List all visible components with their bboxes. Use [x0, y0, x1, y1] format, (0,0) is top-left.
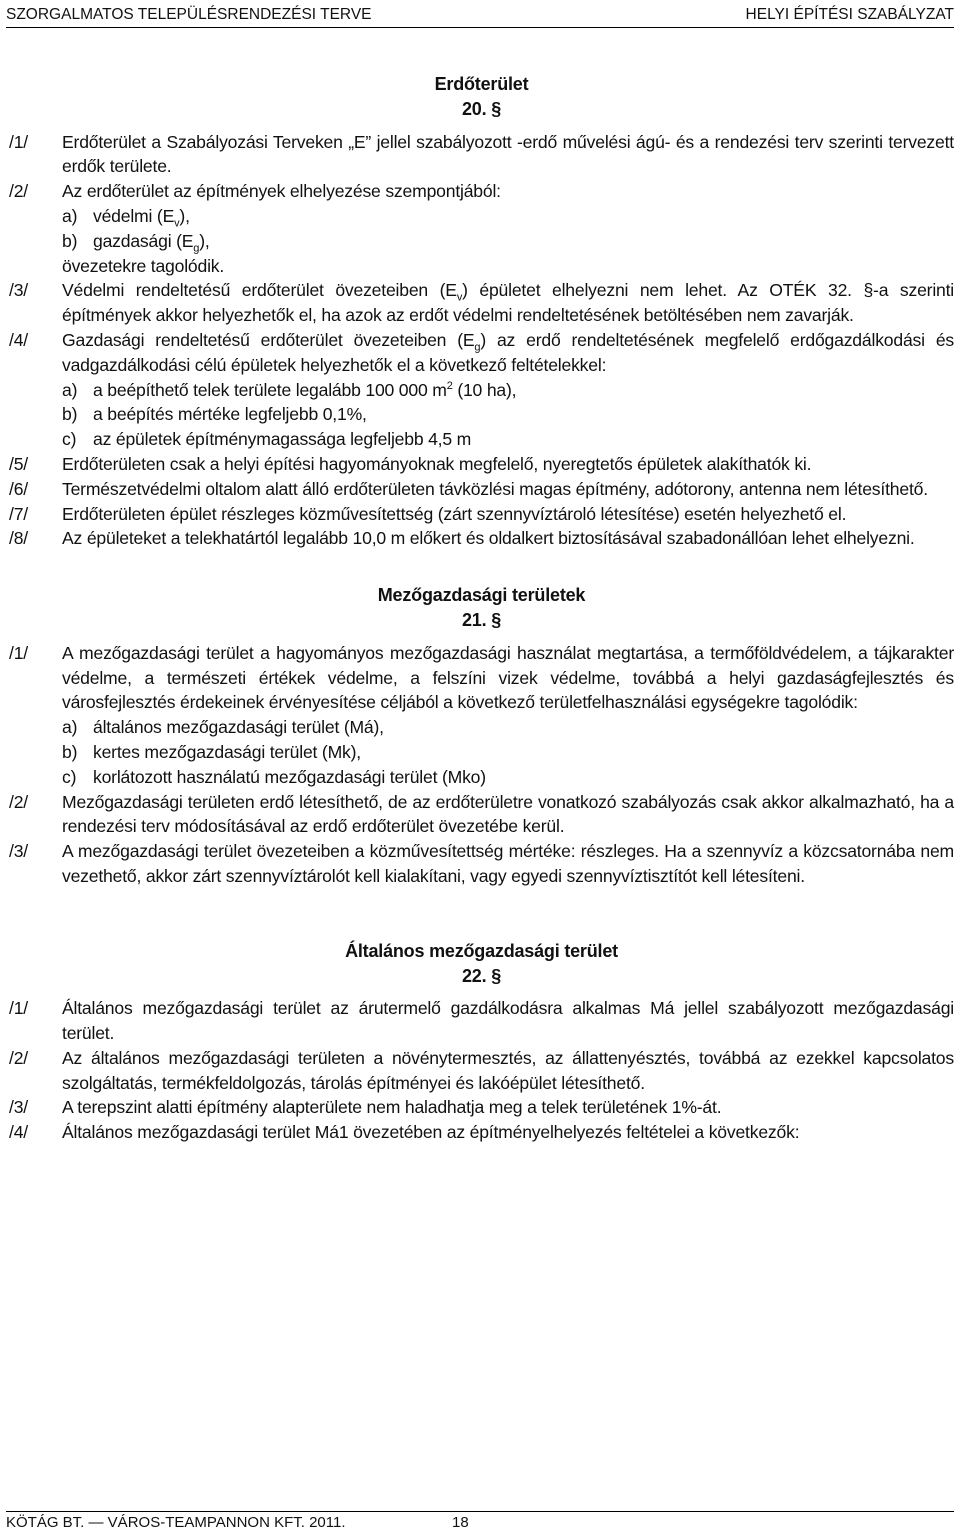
- paragraph-text: Gazdasági rendeltetésű erdőterület övezeteiben $(E_g)$ az erdő rendeltetésének megfelelő erdőgazdálkodási és vadgazdálkodási célú épületek helyezhetők el a következő feltételekkel:: [62, 329, 954, 375]
- paragraph: [9, 1095, 954, 1120]
- section-number: 21. §: [461, 609, 502, 630]
- paragraph-number: /7/: [9, 503, 28, 524]
- paragraph: [9, 328, 954, 452]
- paragraph-number: /6/: [9, 478, 28, 499]
- paragraph: [9, 1120, 954, 1145]
- paragraph-text: Általános mezőgazdasági terület Má1 övezetében az építményelhelyezés feltételei a következők:: [62, 1122, 800, 1143]
- list-item: c) korlátozott használatú mezőgazdasági terület (Mko): [62, 766, 486, 787]
- paragraph-number: /4/: [9, 1122, 28, 1143]
- paragraph: [9, 1046, 954, 1096]
- paragraph-text: Természetvédelmi oltalom alatt álló erdőterületen távközlési magas építmény, adótorony, antenna nem létesíthető.: [62, 478, 928, 499]
- paragraph-number: /1/: [9, 998, 28, 1019]
- list-item: c) az épületek építménymagassága legfeljebb 4,5 m: [62, 429, 472, 450]
- page-number: 18: [452, 1514, 469, 1531]
- section-number: 22. §: [461, 965, 502, 986]
- paragraph: [9, 790, 954, 840]
- paragraph: [9, 452, 954, 477]
- paragraph-number: /3/: [9, 841, 28, 862]
- paragraph-text: Erdőterület a Szabályozási Terveken „E” jellel szabályozott -erdő művelési ágú- és a rendezési terv szerinti tervezett erdők területe.: [62, 131, 954, 177]
- paragraph: [9, 130, 954, 180]
- document-body: [9, 72, 954, 1145]
- paragraph-text: A mezőgazdasági terület övezeteiben a közművesítettség mértéke: részleges. Ha a szennyvíz a közcsatornába nem vezethető, akkor zárt szennyvíztárolót kell kialakítani, vagy egyedi szennyvíztisztítót kell létesíteni.: [62, 841, 954, 886]
- paragraph-text: A mezőgazdasági terület a hagyományos mezőgazdasági használat megtartása, a termőföldvédelem, a tájkarakter védelme, a természeti értékek védelme, a felszíni vizek védelme, továbbá a helyi gazdaságfejlesztés és városfejlesztés érdekeinek érvényesítése céljából a következő területfelhasználási egységekre tagolódik:: [62, 642, 954, 713]
- paragraph-text: Védelmi rendeltetésű erdőterület övezeteiben $(E_v)$ épületet elhelyezni nem lehet. Az OTÉK 32. §-a szerinti építmények akkor helyezhetők el, ha azok az erdőt védelmi rendeltetésének betöltésében nem zavarják.: [62, 280, 955, 326]
- paragraph: [9, 996, 954, 1046]
- section-title: Erdőterület: [434, 74, 529, 94]
- paragraph-text: Az erdőterület az építmények elhelyezése szempontjából:: [62, 181, 501, 202]
- paragraph: [9, 502, 954, 527]
- paragraph-text: övezetekre tagolódik.: [62, 255, 225, 276]
- paragraph-text: Általános mezőgazdasági terület az árutermelő gazdálkodásra alkalmas Má jellel szabályozott mezőgazdasági terület.: [62, 998, 954, 1044]
- paragraph-number: /8/: [9, 528, 28, 549]
- section-title: Mezőgazdasági területek: [377, 585, 586, 606]
- list-item: a) általános mezőgazdasági terület (Má),: [62, 717, 384, 738]
- paragraph-text: Az épületeket a telekhatártól legalább 10,0 m előkert és oldalkert biztosításával szabadonállóan lehet elhelyezni.: [62, 528, 915, 549]
- paragraph-number: /2/: [9, 1047, 28, 1068]
- paragraph: [9, 526, 954, 551]
- list-item: b) kertes mezőgazdasági terület (Mk),: [62, 741, 361, 762]
- section-title: Általános mezőgazdasági terület: [345, 940, 618, 961]
- footer-left: KÖTÁG BT. — VÁROS-TEAMPANNON KFT. 2011.: [6, 1514, 346, 1531]
- list-item: a) a beépíthető telek területe legalább 100 000 $m^2$ (10 ha),: [62, 379, 517, 400]
- paragraph-text: Mezőgazdasági területen erdő létesíthető, de az erdőterületre vonatkozó szabályozás csak akkor alkalmazható, ha a rendezési terv módosításával az erdő erdőterület övezetébe kerül.: [62, 791, 954, 837]
- header-left: SZORGALMATOS TELEPÜLÉSRENDEZÉSI TERVE: [6, 6, 372, 23]
- paragraph: [9, 477, 954, 502]
- paragraph: [9, 278, 954, 328]
- header-right: HELYI ÉPÍTÉSI SZABÁLYZAT: [745, 6, 954, 23]
- page-footer: [6, 1511, 954, 1531]
- paragraph-number: /1/: [9, 642, 28, 663]
- paragraph: [9, 179, 954, 278]
- paragraph-number: /5/: [9, 453, 28, 474]
- page-header: [6, 6, 954, 28]
- list-item: b) gazdasági $(E_g)$,: [62, 230, 210, 255]
- paragraph-number: /1/: [9, 131, 28, 152]
- section-number: 20. §: [461, 98, 502, 119]
- paragraph-number: /3/: [9, 1097, 28, 1118]
- paragraph-text: Erdőterületen csak a helyi építési hagyományoknak megfelelő, nyeregtetős épületek alakíthatók ki.: [62, 453, 812, 474]
- paragraph-number: /4/: [9, 329, 28, 350]
- paragraph-text: Az általános mezőgazdasági területen a növénytermesztés, az állattenyésztés, továbbá az ezekkel kapcsolatos szolgáltatás, termékfeldolgozás, tárolás építményei és lakóépület létesíthető.: [62, 1047, 954, 1093]
- paragraph: [9, 839, 954, 889]
- paragraph-number: /2/: [9, 181, 28, 202]
- paragraph-number: /2/: [9, 791, 28, 812]
- paragraph: [9, 641, 954, 790]
- list-item: a) védelmi $(E_v)$,: [62, 205, 190, 230]
- paragraph-number: /3/: [9, 280, 28, 301]
- paragraph-text: Erdőterületen épület részleges közművesítettség (zárt szennyvíztároló létesítése) esetén helyezhető el.: [62, 503, 847, 524]
- paragraph-text: A terepszint alatti építmény alapterülete nem haladhatja meg a telek területének 1%-át.: [62, 1097, 722, 1118]
- list-item: b) a beépítés mértéke legfeljebb 0,1%,: [62, 404, 367, 425]
